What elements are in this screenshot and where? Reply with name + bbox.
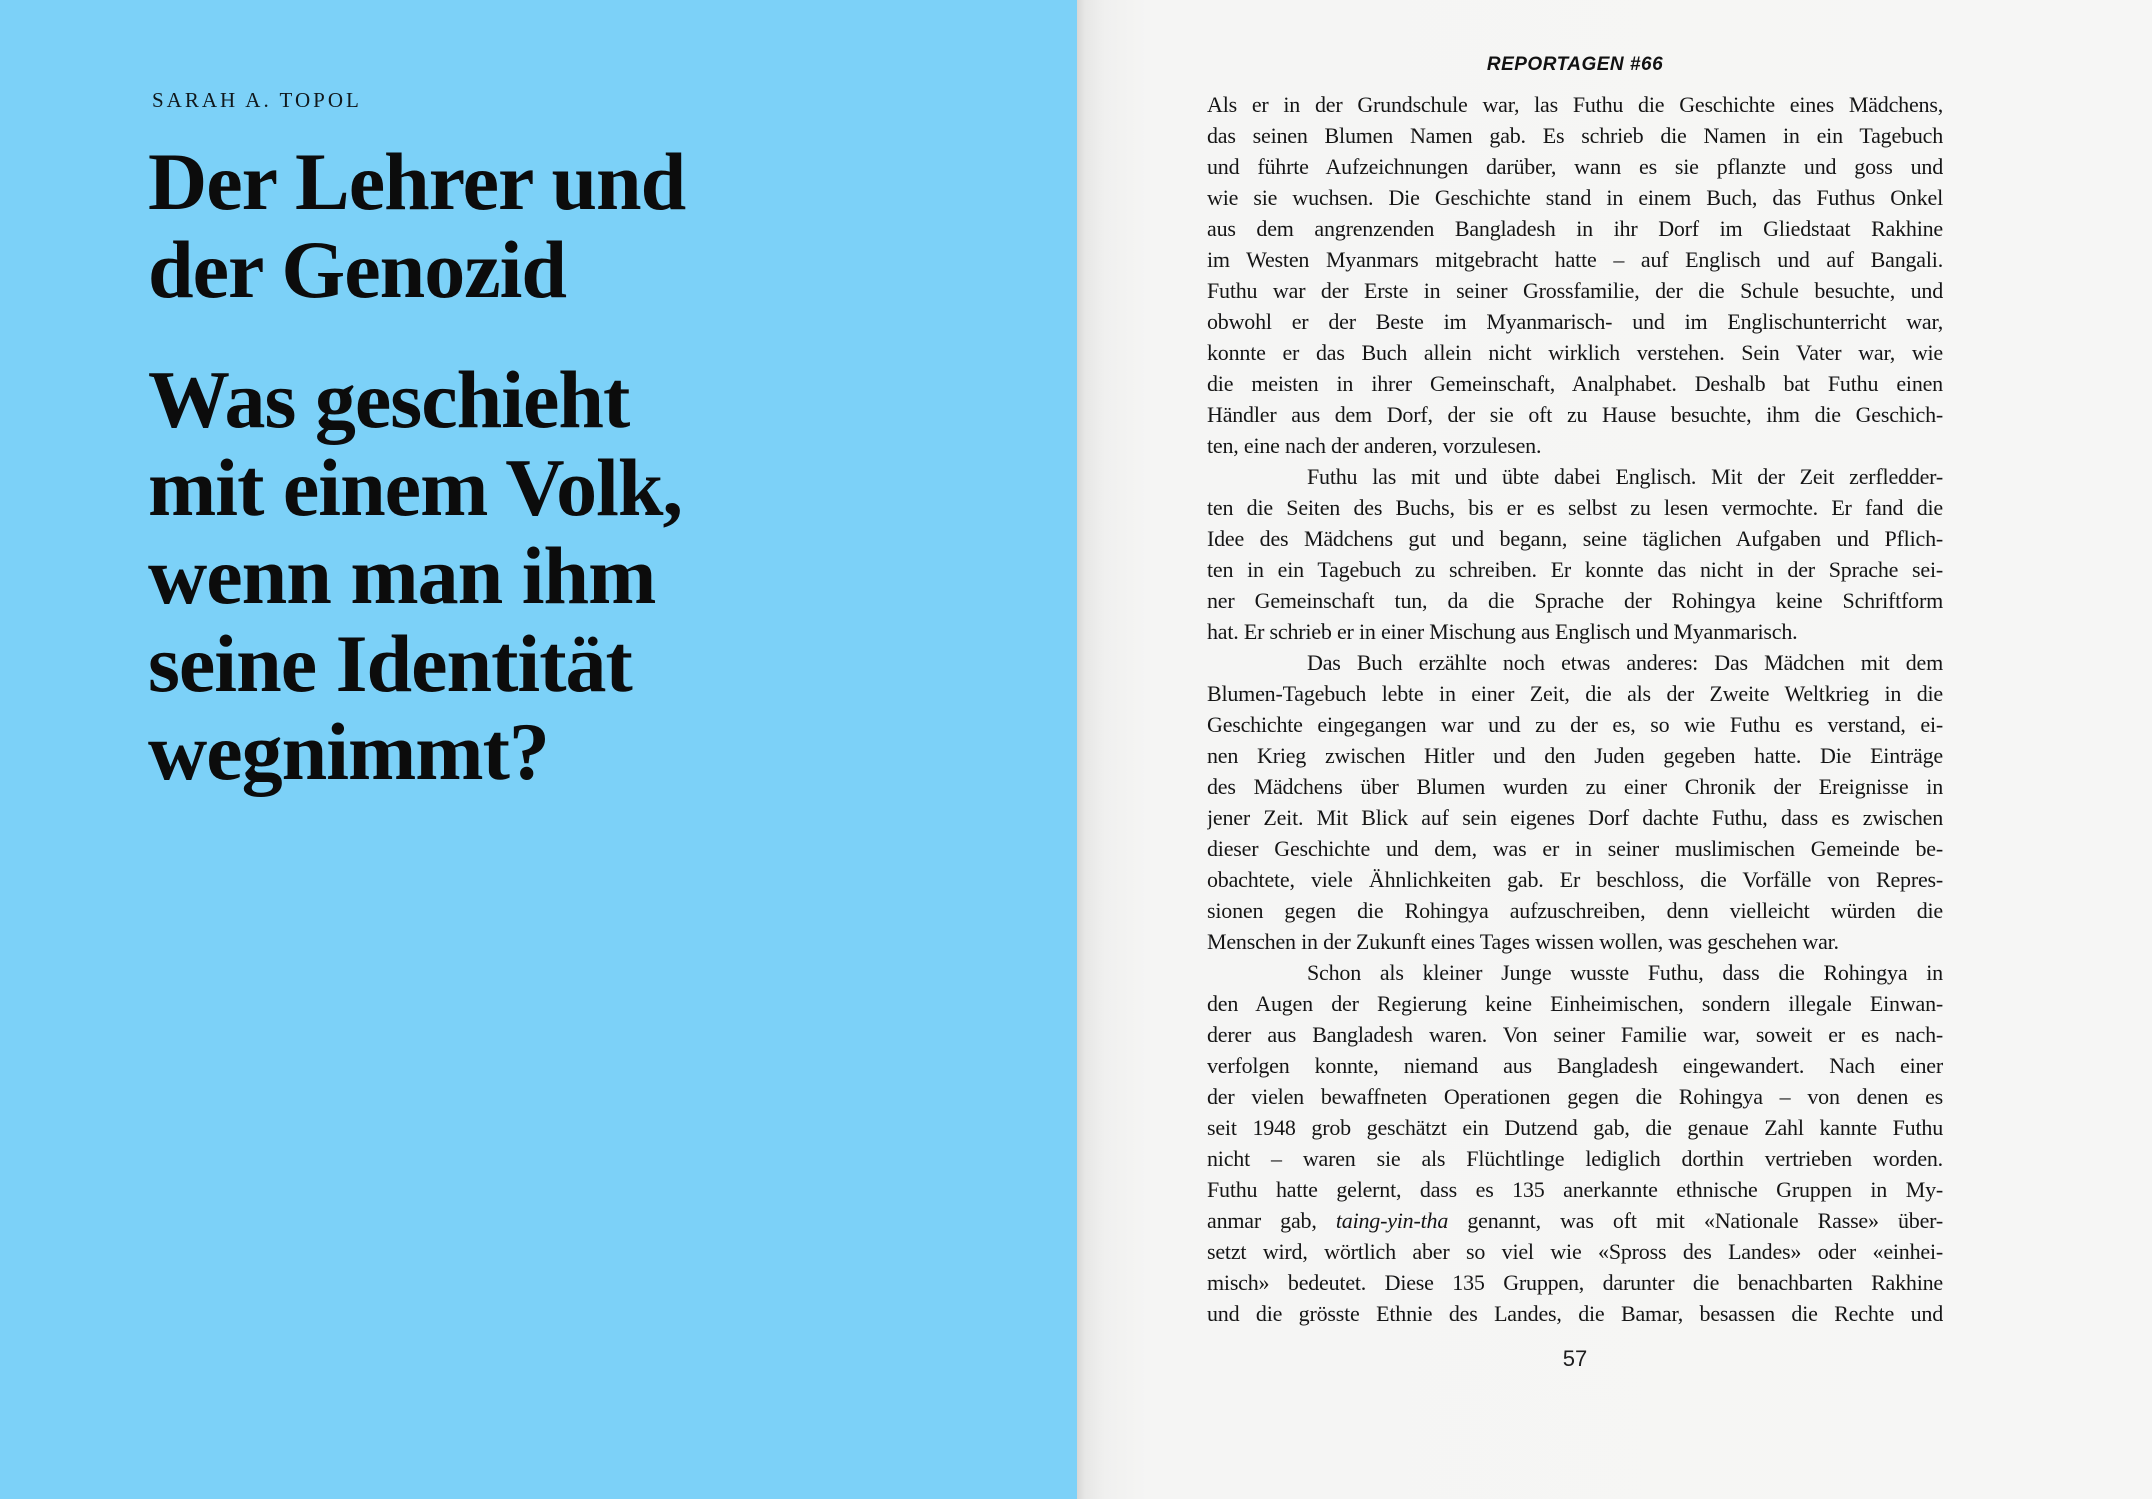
running-head: REPORTAGEN #66 [1486, 54, 1664, 75]
text-line: konnte er das Buch allein nicht wirklich verstehen. Sein Vater war, wie [1207, 340, 1943, 365]
text-line: hat. Er schrieb er in einer Mischung aus Englisch und Myanmarisch. [1207, 619, 1798, 644]
subtitle-line: wenn man ihm [148, 530, 656, 621]
text-line: jener Zeit. Mit Blick auf sein eigenes Dorf dachte Futhu, dass es zwischen [1207, 805, 1943, 830]
text-line: Menschen in der Zukunft eines Tages wissen wollen, was geschehen war. [1207, 929, 1839, 954]
text-line: setzt wird, wörtlich aber so viel wie «Spross des Landes» oder «einhei- [1207, 1239, 1943, 1264]
page-number: 57 [1562, 1346, 1588, 1371]
text-line: Händler aus dem Dorf, der sie oft zu Hause besuchte, ihm die Geschich- [1207, 402, 1943, 427]
title-line: der Genozid [148, 224, 566, 315]
text-line: aus dem angrenzenden Bangladesh in ihr Dorf im Gliedstaat Rakhine [1207, 216, 1943, 241]
text-line: Schon als kleiner Junge wusste Futhu, dass die Rohingya in [1307, 960, 1943, 985]
text-line: und führte Aufzeichnungen darüber, wann es sie pflanzte und goss und [1207, 154, 1943, 179]
text-line: anmar gab, taing-yin-tha genannt, was oft mit «Nationale Rasse» über- [1207, 1208, 1943, 1233]
text-line: Futhu hatte gelernt, dass es 135 anerkannte ethnische Gruppen in My- [1207, 1177, 1943, 1202]
text-line: Geschichte eingegangen war und zu der es, so wie Futhu es verstand, ei- [1207, 712, 1943, 737]
text-line: seit 1948 grob geschätzt ein Dutzend gab, die genaue Zahl kannte Futhu [1207, 1115, 1943, 1140]
text-line: der vielen bewaffneten Operationen gegen die Rohingya – von denen es [1207, 1084, 1943, 1109]
body-text [1207, 89, 1943, 1329]
text-line: ten die Seiten des Buchs, bis er es selbst zu lesen vermochte. Er fand die [1207, 495, 1943, 520]
text-line: den Augen der Regierung keine Einheimischen, sondern illegale Einwan- [1207, 991, 1943, 1016]
text-line: sionen gegen die Rohingya aufzuschreiben, denn vielleicht würden die [1207, 898, 1943, 923]
text-line: wie sie wuchsen. Die Geschichte stand in einem Buch, das Futhus Onkel [1207, 185, 1943, 210]
subtitle-line: Was geschieht [148, 354, 630, 445]
text-line: Blumen-Tagebuch lebte in einer Zeit, die als der Zweite Weltkrieg in die [1207, 681, 1943, 706]
italic-term: taing-yin-tha [1335, 1208, 1449, 1233]
author-name: SARAH A. TOPOL [152, 88, 362, 112]
subtitle-line: wegnimmt? [148, 706, 549, 797]
text-line: obachtete, viele Ähnlichkeiten gab. Er beschloss, die Vorfälle von Repres- [1207, 867, 1943, 892]
right-page [1077, 0, 2152, 1499]
text-line: verfolgen konnte, niemand aus Bangladesh eingewandert. Nach einer [1207, 1053, 1943, 1078]
paragraph [1207, 647, 1943, 957]
text-line: misch» bedeutet. Diese 135 Gruppen, darunter die benachbarten Rakhine [1207, 1270, 1943, 1295]
title-line: Der Lehrer und [148, 136, 686, 227]
text-line: ten, eine nach der anderen, vorzulesen. [1207, 433, 1542, 458]
text-line: nicht – waren sie als Flüchtlinge lediglich dorthin vertrieben worden. [1207, 1146, 1943, 1171]
text-line: das seinen Blumen Namen gab. Es schrieb die Namen in ein Tagebuch [1207, 123, 1943, 148]
text-line: des Mädchens über Blumen wurden zu einer Chronik der Ereignisse in [1207, 774, 1943, 799]
text-line: nen Krieg zwischen Hitler und den Juden gegeben hatte. Die Einträge [1207, 743, 1943, 768]
text-line: und die grösste Ethnie des Landes, die Bamar, besassen die Rechte und [1207, 1301, 1943, 1326]
text-line: Futhu war der Erste in seiner Grossfamilie, der die Schule besuchte, und [1207, 278, 1943, 303]
text-line: im Westen Myanmars mitgebracht hatte – auf Englisch und auf Bangali. [1207, 247, 1943, 272]
subtitle-line: mit einem Volk, [148, 442, 682, 533]
text-line: dieser Geschichte und dem, was er in seiner muslimischen Gemeinde be- [1207, 836, 1943, 861]
text-line: die meisten in ihrer Gemeinschaft, Analphabet. Deshalb bat Futhu einen [1207, 371, 1943, 396]
text-line: Als er in der Grundschule war, las Futhu die Geschichte eines Mädchens, [1207, 92, 1943, 117]
text-line: ner Gemeinschaft tun, da die Sprache der Rohingya keine Schriftform [1207, 588, 1943, 613]
text-line: Futhu las mit und übte dabei Englisch. Mit der Zeit zerfledder- [1307, 464, 1943, 489]
paragraph [1207, 461, 1943, 647]
paragraph [1207, 89, 1943, 461]
article-title [148, 138, 685, 314]
article-subtitle [148, 356, 682, 796]
text-line: Das Buch erzählte noch etwas anderes: Das Mädchen mit dem [1307, 650, 1943, 675]
text-line: obwohl er der Beste im Myanmarisch- und im Englischunterricht war, [1207, 309, 1943, 334]
text-line: Idee des Mädchens gut und begann, seine täglichen Aufgaben und Pflich- [1207, 526, 1943, 551]
paragraph [1207, 957, 1943, 1329]
text-line: ten in ein Tagebuch zu schreiben. Er konnte das nicht in der Sprache sei- [1207, 557, 1943, 582]
subtitle-line: seine Identität [148, 618, 632, 709]
text-line: derer aus Bangladesh waren. Von seiner Familie war, soweit er es nach- [1207, 1022, 1943, 1047]
